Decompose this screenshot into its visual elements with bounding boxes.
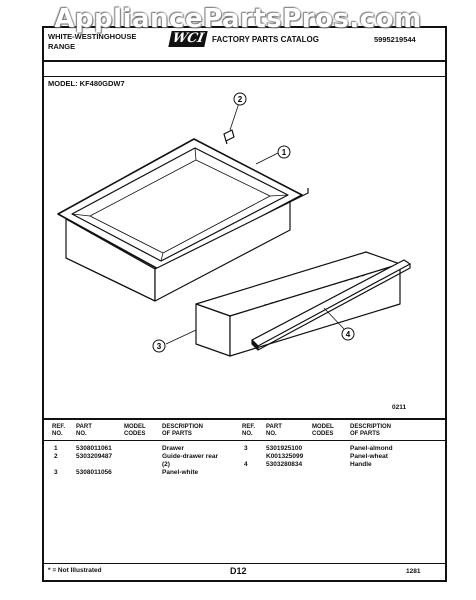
footer-divider: [44, 563, 445, 564]
product-type: RANGE: [48, 42, 76, 51]
callout-1-label: 1: [281, 148, 287, 157]
row-part-no: 5308011056: [76, 469, 112, 476]
row-part-no: 5303280834: [266, 461, 303, 468]
header-part-no-right: PART NO.: [266, 424, 282, 437]
row-description: Drawer: [162, 445, 185, 452]
row-part-no: K001325099: [266, 453, 304, 460]
parts-table: [44, 419, 445, 579]
header-model-codes: MODEL CODES: [124, 424, 146, 437]
header-description-right: DESCRIPTION OF PARTS: [350, 424, 392, 437]
row-description: Panel-almond: [350, 445, 393, 452]
row-description: Handle: [350, 461, 372, 468]
row-part-no: 5303209487: [76, 453, 113, 460]
row-ref: 2: [54, 453, 58, 460]
catalog-number: 5995219544: [374, 35, 416, 44]
callout-2-label: 2: [237, 95, 243, 104]
row-description: Guide-drawer rear: [162, 453, 218, 460]
callout-4-label: 4: [345, 330, 351, 339]
callout-4: [342, 328, 354, 340]
row-part-no: 5301925100: [266, 445, 303, 452]
row-description: Panel-white: [162, 469, 199, 476]
row-description-continued: (2): [162, 461, 170, 468]
header-ref-no-right: REF. NO.: [242, 424, 256, 437]
callout-3-label: 3: [156, 342, 162, 351]
row-ref: 1: [54, 445, 58, 452]
model-number: MODEL: KF480GDW7: [48, 79, 125, 88]
drawer-part: [58, 139, 308, 301]
row-part-no: 5308011061: [76, 445, 112, 452]
wci-logo: WCI: [168, 31, 207, 47]
brand-name: WHITE-WESTINGHOUSE: [48, 32, 137, 41]
drawer-guide-part: [224, 130, 234, 144]
header-description: DESCRIPTION OF PARTS: [162, 424, 204, 437]
header-rule: [44, 440, 445, 441]
catalog-title: FACTORY PARTS CATALOG: [212, 35, 319, 44]
site-watermark: AppliancePartsPros.com: [54, 4, 422, 34]
callout-2: [234, 93, 246, 105]
callout-3: [153, 340, 165, 352]
header-part-no: PART NO.: [76, 424, 92, 437]
row-ref: 4: [244, 461, 248, 468]
header-ref-no: REF. NO.: [52, 424, 66, 437]
drawer-panel-part: [196, 252, 400, 356]
row-description: Panel-wheat: [350, 453, 388, 460]
row-ref: 3: [54, 469, 58, 476]
callout-1: [278, 146, 290, 158]
header-model-codes-right: MODEL CODES: [312, 424, 334, 437]
date-code: 0211: [392, 404, 407, 411]
exploded-parts-diagram: [44, 82, 445, 412]
header-divider: [44, 60, 445, 62]
page-number: 1281: [406, 568, 421, 575]
model-divider: [44, 76, 445, 77]
page-code: D12: [230, 566, 247, 576]
not-illustrated-note: * = Not Illustrated: [48, 567, 102, 574]
row-ref: 3: [244, 445, 248, 452]
